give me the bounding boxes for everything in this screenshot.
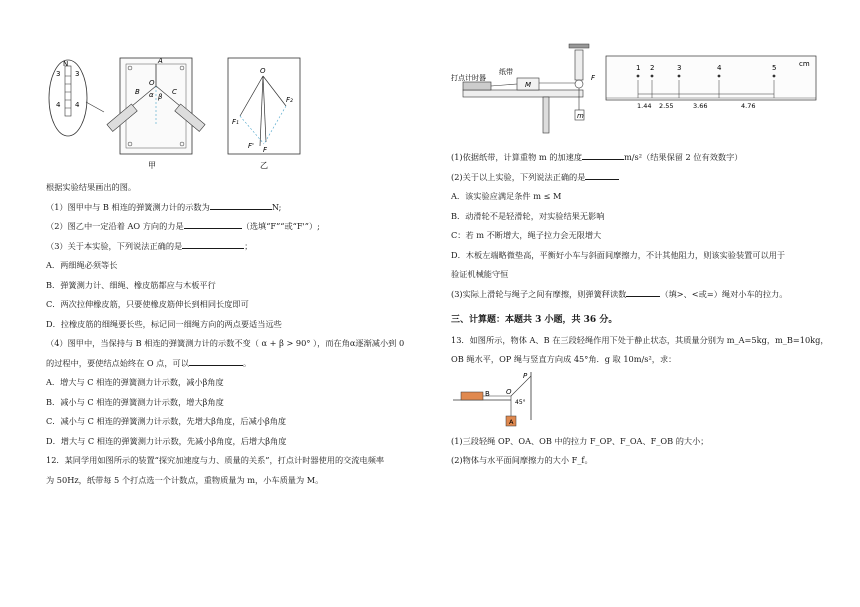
- figure-13: [451, 370, 551, 430]
- question-4-line-1: （4）图甲中，当保持与 B 相连的弹簧测力计的示数不变（ α + β > 90° ），而在角α逐渐减小到 0: [46, 338, 405, 348]
- answer-blank-1[interactable]: [210, 200, 272, 210]
- p2-option-a: A．该实验应满足条件 m ≤ M: [451, 191, 562, 201]
- q4-option-b: B．减小与 C 相连的弹簧测力计示数，增大β角度: [46, 396, 224, 407]
- q13-part-2: (2)物体与水平面间摩擦力的大小 F_f。: [451, 455, 593, 465]
- fig13-p-label: P: [523, 371, 528, 380]
- point-o-label: O: [149, 79, 155, 87]
- point-c-label: C: [172, 88, 177, 96]
- q3-option-b: B．弹簧测力计、细绳、橡皮筋都应与木板平行: [46, 279, 216, 290]
- question-1: （1）图甲中与 B 相连的弹簧测力计的示数为 N;: [46, 201, 282, 212]
- tape-point-2: 2: [650, 64, 655, 72]
- part-3: (3)实际上滑轮与绳子之间有摩擦，则弹簧秤读数 （填>、<或=）绳对小车的拉力。: [451, 288, 788, 299]
- question-13-line-1: 13．如图所示，物体 A、B 在三段轻绳作用下处于静止状态，其质量分别为 m_A=5kg，m_B=10kg，: [451, 334, 829, 345]
- yi-f2-label: F₂: [286, 96, 293, 104]
- answer-blank-part2[interactable]: [585, 170, 619, 180]
- alpha-label: α: [149, 91, 154, 99]
- tape-point-3: 3: [677, 64, 682, 72]
- force-f-label: F: [591, 74, 596, 82]
- intro-text: 根据实验结果画出的图。: [46, 182, 137, 192]
- fig13-b-label: B: [485, 389, 490, 398]
- scale-4-left: 4: [56, 101, 61, 109]
- answer-blank-3[interactable]: [182, 239, 244, 249]
- part-2: (2)关于以上实验，下列说法正确的是: [451, 168, 826, 188]
- scale-n-label: N: [63, 60, 69, 68]
- tape-gap-3: 3.66: [693, 102, 708, 110]
- tape-point-4: 4: [717, 64, 722, 72]
- q3-option-c: C．两次拉伸橡皮筋，只要使橡皮筋伸长到相同长度即可: [46, 299, 249, 309]
- scale-3-left: 3: [56, 70, 61, 78]
- fig13-o-label: O: [506, 387, 512, 396]
- caption-jia: 甲: [148, 161, 156, 170]
- cart-m-label: M: [525, 81, 532, 89]
- cart-pulley-apparatus: [451, 40, 821, 135]
- question-2: （2）图乙中一定沿着 AO 方向的力是 （选填“F”“或“F'”）;: [46, 221, 320, 231]
- tape-gap-4: 4.76: [741, 102, 756, 110]
- tape-label: 纸带: [499, 68, 513, 76]
- p2-option-c: C：若 m 不断增大，绳子拉力会无限增大: [451, 230, 602, 240]
- point-a-label: A: [158, 57, 163, 65]
- force-experiment-diagram: [46, 54, 306, 174]
- weight-m-label: m: [577, 112, 584, 120]
- caption-yi: 乙: [260, 161, 268, 170]
- timer-label: 打点计时器: [451, 74, 486, 82]
- right-column: [451, 148, 829, 471]
- p2-option-d-line-2: 验证机械能守恒: [451, 269, 509, 279]
- tape-point-1: 1: [636, 64, 641, 72]
- figure-13-container: [451, 370, 826, 432]
- answer-blank-4[interactable]: [189, 356, 243, 366]
- question-3: （3）关于本实验，下列说法正确的是 ；: [46, 240, 253, 251]
- q4-option-a: A．增大与 C 相连的弹簧测力计示数，减小β角度: [46, 377, 224, 387]
- left-column: [46, 178, 416, 490]
- yi-o-label: O: [260, 67, 266, 75]
- fig13-angle-label: 45°: [515, 398, 526, 406]
- tape-gap-2: 2.55: [659, 102, 674, 110]
- beta-label: β: [158, 93, 163, 101]
- p2-option-b: B．动滑轮不是轻滑轮，对实验结果无影响: [451, 210, 605, 221]
- yi-fprime-label: F': [248, 142, 254, 150]
- scale-4-right: 4: [75, 101, 80, 109]
- answer-blank-2[interactable]: [184, 219, 242, 229]
- p2-option-d-line-1: D．木板左端略微垫高，平衡好小车与斜面间摩擦力，不计其他阻力，则该实验装置可以用于: [451, 249, 786, 260]
- q3-option-a: A．两细绳必须等长: [46, 260, 118, 270]
- q13-part-1: (1)三段轻绳 OP、OA、OB 中的拉力 F_OP、F_OA、F_OB 的大小；: [451, 435, 709, 446]
- question-13-line-2: OB 绳水平，OP 绳与竖直方向成 45°角．g 取 10m/s²，求：: [451, 354, 677, 364]
- fig13-a-label: A: [509, 417, 514, 426]
- tape-gap-1: 1.44: [637, 102, 652, 110]
- yi-f1-label: F₁: [232, 118, 239, 126]
- point-b-label: B: [135, 88, 140, 96]
- tape-unit: cm: [799, 60, 810, 68]
- question-12-line-1: 12．某同学用如图所示的装置“探究加速度与力、质量的关系”，打点计时器使用的交流电频率: [46, 455, 385, 465]
- q4-option-c: C．减小与 C 相连的弹簧测力计示数，先增大β角度，后减小β角度: [46, 416, 287, 426]
- scale-3-right: 3: [75, 70, 80, 78]
- section-heading: 三、计算题：本题共 3 小题，共 36 分。: [451, 315, 618, 325]
- part-1: (1)依据纸带，计算重物 m 的加速度 m/s²（结果保留 2 位有效数字）: [451, 152, 743, 162]
- figure-jia-yi: [46, 54, 306, 174]
- answer-blank-acceleration[interactable]: [582, 150, 624, 160]
- figure-apparatus: [451, 40, 821, 135]
- answer-blank-part3[interactable]: [626, 287, 660, 297]
- q3-option-d: D．拉橡皮筋的细绳要长些，标记同一细绳方向的两点要适当远些: [46, 318, 282, 329]
- question-12-line-2: 为 50Hz，纸带每 5 个打点选一个计数点，重物质量为 m，小车质量为 M。: [46, 474, 324, 485]
- q4-option-d: D．增大与 C 相连的弹簧测力计示数，先减小β角度，后增大β角度: [46, 435, 287, 446]
- yi-f-label: F: [263, 146, 268, 154]
- tape-point-5: 5: [772, 64, 777, 72]
- question-4-line-2: 的过程中，要使结点始终在 O 点，可以 。: [46, 357, 252, 368]
